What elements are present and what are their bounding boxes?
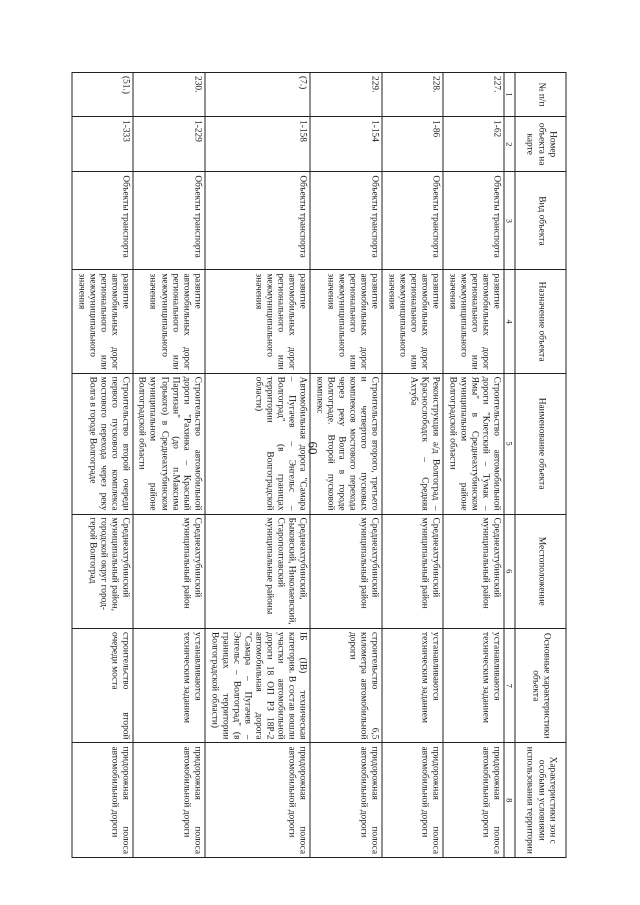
table-row xyxy=(310,73,382,858)
object-location: Среднеахтубинский муниципальный район xyxy=(310,514,382,628)
column-number: 1 xyxy=(504,73,515,117)
row-number: (7.) xyxy=(205,73,310,117)
header-cell: № п/п xyxy=(515,73,566,117)
object-type: Объекты транспорта xyxy=(205,172,310,270)
object-characteristics: строительство 6,5 километра автомобильной дороги xyxy=(310,629,382,743)
map-number: 1-86 xyxy=(382,117,443,172)
object-name: Автомобильная дорога "Самара – Пугачев – Энгельс – Волгоград" (в границах территории Волгоградской области) xyxy=(205,373,310,514)
column-number: 2 xyxy=(504,117,515,172)
map-number: 1-62 xyxy=(443,117,504,172)
object-characteristics: устанавливаются техническим заданием xyxy=(382,629,443,743)
object-purpose: развитие автомобильных дорог регионального или межмуниципального значения xyxy=(205,270,310,373)
column-number: 6 xyxy=(504,514,515,628)
column-number: 4 xyxy=(504,270,515,373)
header-cell: Номер объекта на карте xyxy=(515,117,566,172)
object-type: Объекты транспорта xyxy=(443,172,504,270)
object-characteristics: устанавливаются техническим заданием xyxy=(443,629,504,743)
object-type: Объекты транспорта xyxy=(133,172,205,270)
row-number: 230. xyxy=(133,73,205,117)
object-type: Объекты транспорта xyxy=(382,172,443,270)
object-purpose: развитие автомобильных дорог регионального или межмуниципального значения xyxy=(72,270,133,373)
zone-characteristics: придорожная полоса автомобильной дороги xyxy=(205,743,310,858)
object-purpose: развитие автомобильных дорог регионального или межмуниципального значения xyxy=(443,270,504,373)
object-location: Среднеахтубинский, Быковский, Николаевский, Старополтавский муниципальные районы xyxy=(205,514,310,628)
object-name: Строительство автомобильной дороги "Клетский – Тумак – Ямы" в Среднеахтубинском муниципальном районе Волгоградской области xyxy=(443,373,504,514)
row-number: 228. xyxy=(382,73,443,117)
object-purpose: развитие автомобильных дорог регионального или межмуниципального значения xyxy=(133,270,205,373)
map-number: 1-333 xyxy=(72,117,133,172)
zone-characteristics: придорожная полоса автомобильной дороги xyxy=(310,743,382,858)
table-row xyxy=(205,73,310,858)
row-number: 229. xyxy=(310,73,382,117)
zone-characteristics: придорожная полоса автомобильной дороги xyxy=(443,743,504,858)
objects-table xyxy=(72,72,567,858)
object-name: Строительство второго, третьего и четвертого пусковых комплексов мостового перехода через реку Волга в городе Волгограде. Второй пусковой комплекс xyxy=(310,373,382,514)
column-number: 3 xyxy=(504,172,515,270)
table-header-row xyxy=(515,73,566,858)
column-number: 7 xyxy=(504,629,515,743)
table-row xyxy=(382,73,443,858)
column-number: 5 xyxy=(504,373,515,514)
page-number: 60 xyxy=(305,441,321,455)
table-row xyxy=(133,73,205,858)
zone-characteristics: придорожная полоса автомобильной дороги xyxy=(72,743,133,858)
object-characteristics: IБ (IВ) техническая категория. В состав вошли участки автомобильной дороги 18 ОП РЗ 18Р-2 автомобильная дорога "Самара – Пугачев – Энгельс – Волгоград" (в границах территории Волгоградской области) xyxy=(205,629,310,743)
object-type: Объекты транспорта xyxy=(72,172,133,270)
zone-characteristics: придорожная полоса автомобильной дороги xyxy=(382,743,443,858)
document-table-sheet xyxy=(72,72,567,858)
column-number-row xyxy=(504,73,515,858)
header-cell: Характеристики зон с особыми условиями использования территории xyxy=(515,743,566,858)
map-number: 1-154 xyxy=(310,117,382,172)
object-location: Среднеахтубинский муниципальный район, городской округ город-герой Волгоград xyxy=(72,514,133,628)
object-name: Реконструкция а/д Волгоград – Краснослободск – Средняя Ахтуба xyxy=(382,373,443,514)
header-cell: Основные характеристики объекта xyxy=(515,629,566,743)
object-name: Строительство автомобильной дороги "Рахинка – Красный Партизан" (до п.Максима Горького) в Среднеахтубинском муниципальном районе Волгоградской области xyxy=(133,373,205,514)
table-row xyxy=(72,73,133,858)
zone-characteristics: придорожная полоса автомобильной дороги xyxy=(133,743,205,858)
header-cell: Вид объекта xyxy=(515,172,566,270)
object-characteristics: строительство второй очереди моста xyxy=(72,629,133,743)
object-purpose: развитие автомобильных дорог регионального или межмуниципального значения xyxy=(310,270,382,373)
map-number: 1-158 xyxy=(205,117,310,172)
object-location: Среднеахтубинский муниципальный район xyxy=(443,514,504,628)
header-cell: Наименование объекта xyxy=(515,373,566,514)
row-number: (51.) xyxy=(72,73,133,117)
column-number: 8 xyxy=(504,743,515,858)
header-cell: Назначение объекта xyxy=(515,270,566,373)
row-number: 227. xyxy=(443,73,504,117)
header-cell: Местоположение xyxy=(515,514,566,628)
table-row xyxy=(443,73,504,858)
object-location: Среднеахтубинский муниципальный район xyxy=(382,514,443,628)
object-purpose: развитие автомобильных дорог регионального или межмуниципального значения xyxy=(382,270,443,373)
object-location: Среднеахтубинский муниципальный район xyxy=(133,514,205,628)
object-type: Объекты транспорта xyxy=(310,172,382,270)
map-number: 1-229 xyxy=(133,117,205,172)
object-name: Строительство второй очереди первого пускового комплекса мостового перехода через реку Волга в городе Волгограде xyxy=(72,373,133,514)
object-characteristics: устанавливаются техническим заданием xyxy=(133,629,205,743)
